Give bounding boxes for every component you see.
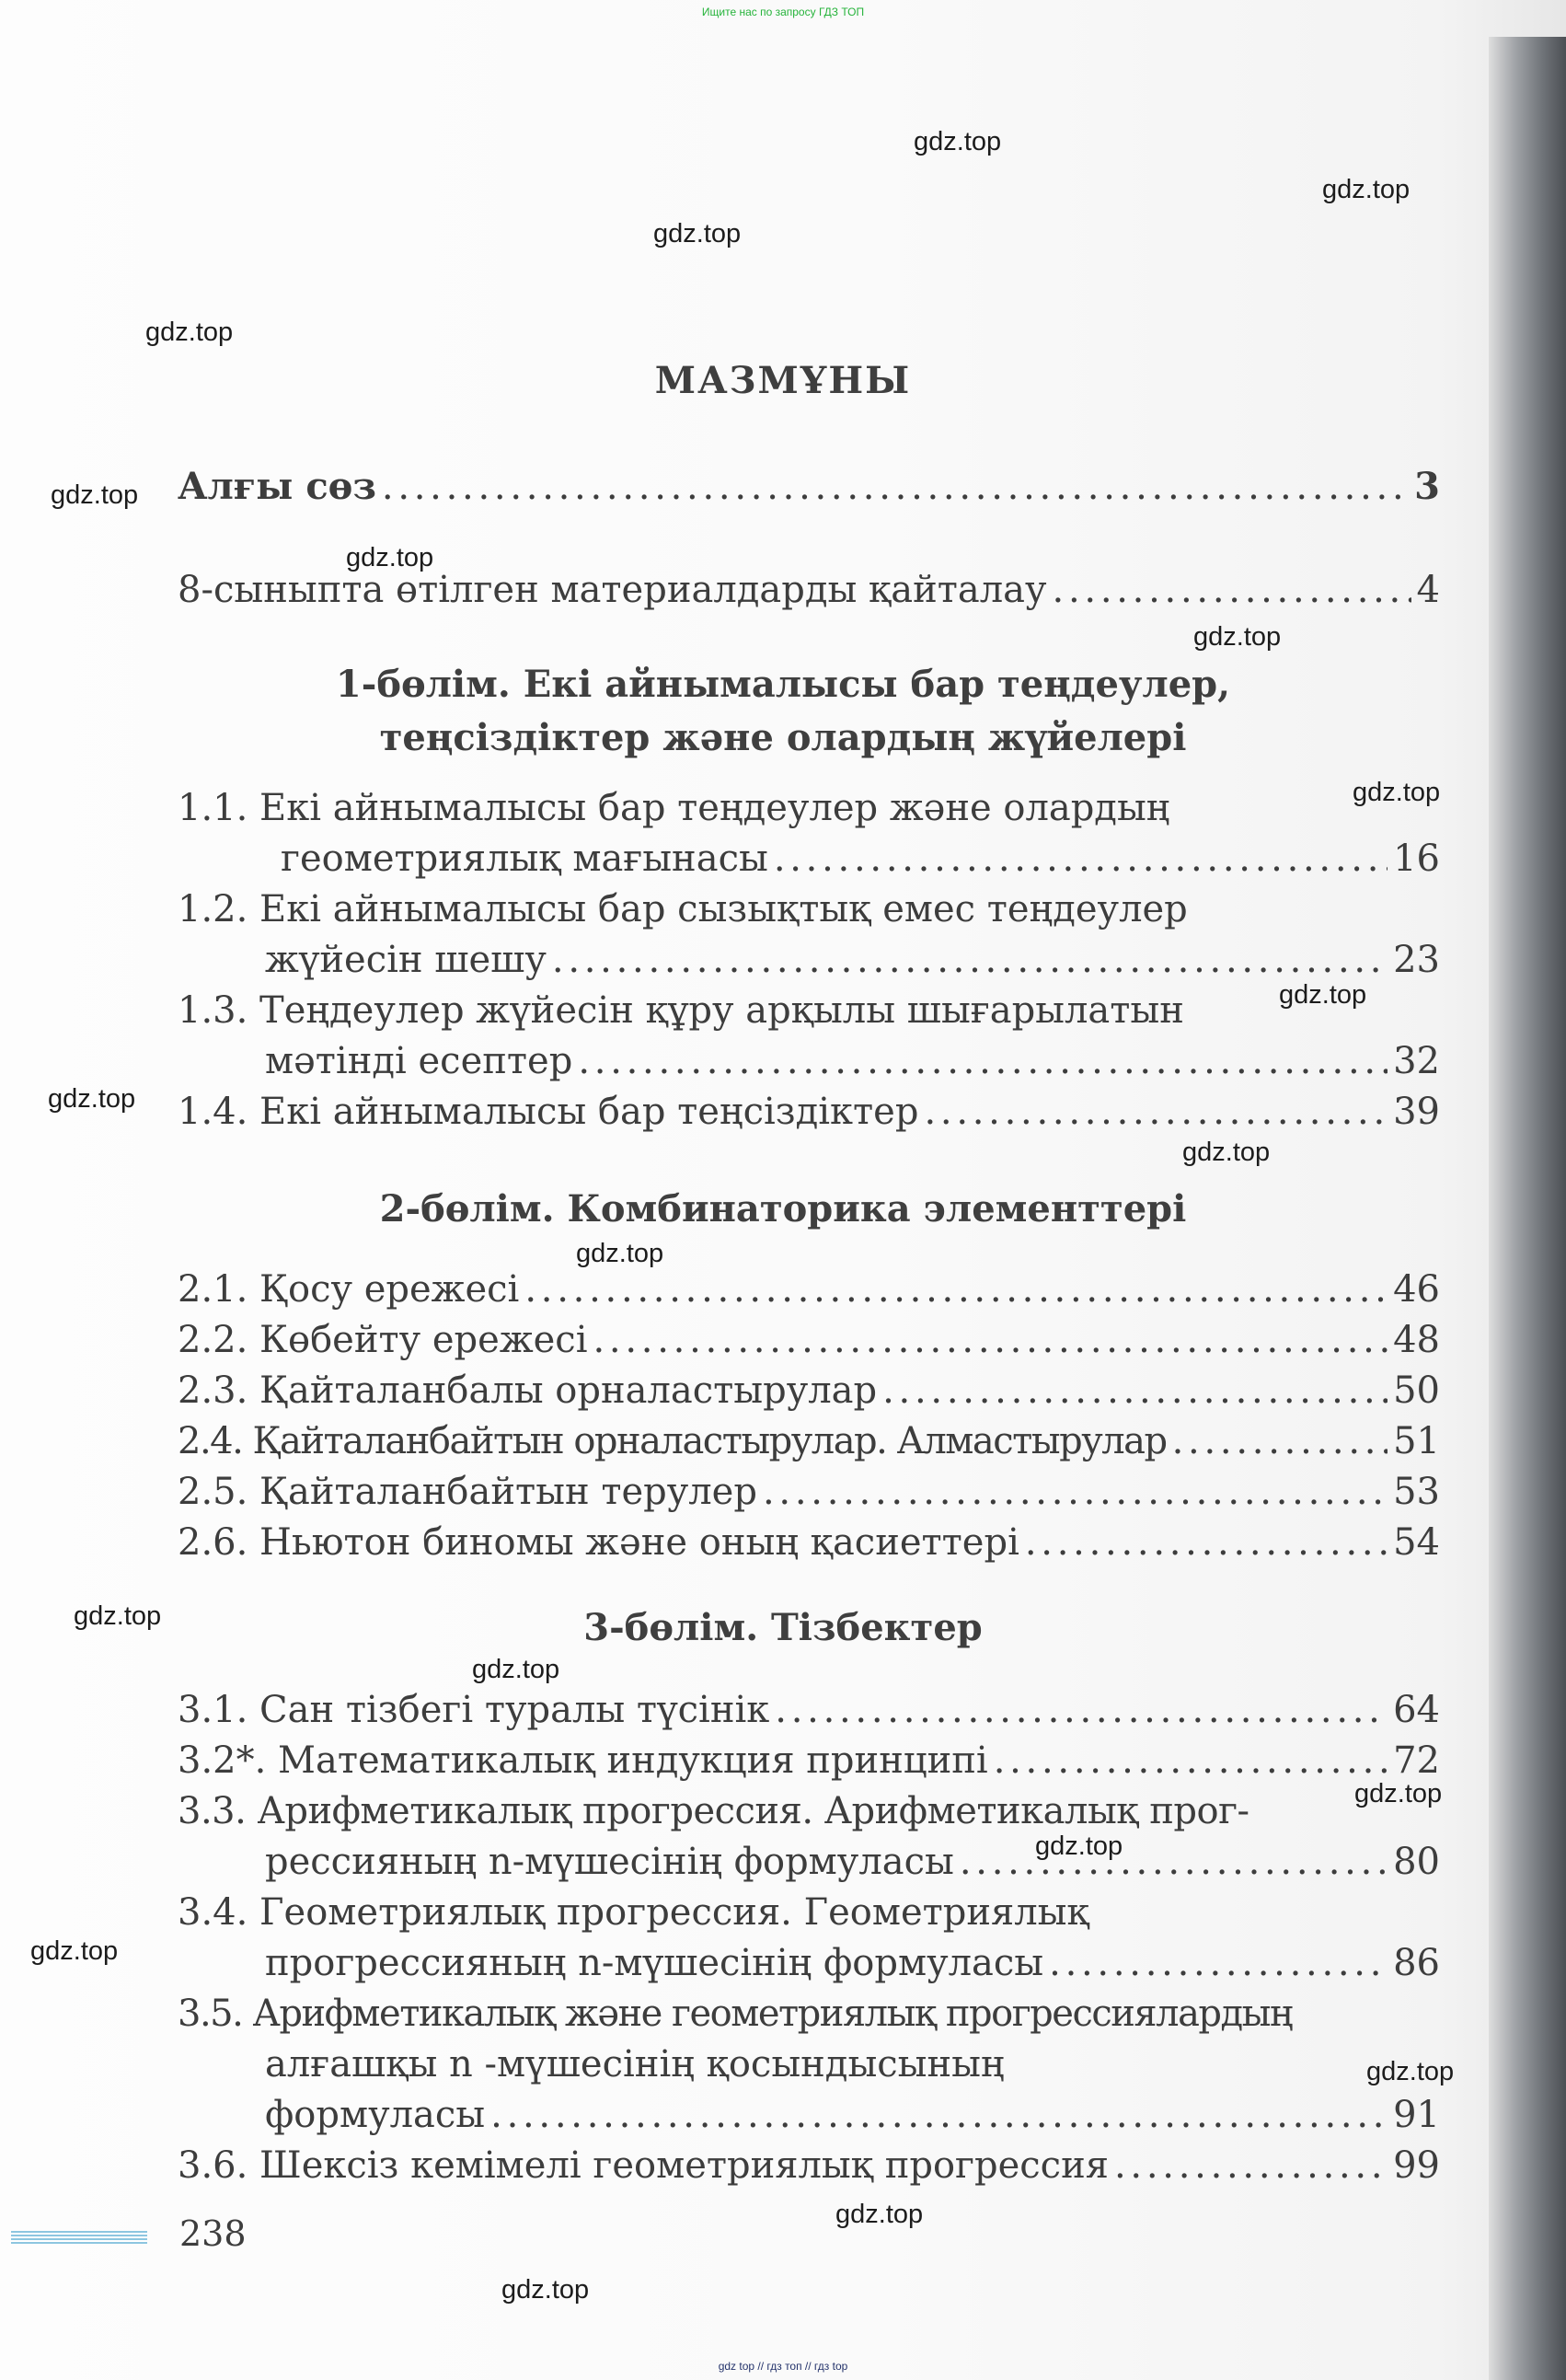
toc-entry-3-4-first-line[interactable]: 3.4. Геометриялық прогрессия. Геометриялық [178, 1891, 1089, 1934]
dot-leader [578, 1040, 1388, 1082]
page-number: 238 [179, 2213, 247, 2254]
toc-entry-page: 91 [1393, 2094, 1440, 2136]
toc-entry-3-5[interactable] [265, 2094, 1440, 2140]
section-heading-1-line-2: теңсіздіктер және олардың жүйелері [379, 716, 1187, 759]
toc-entry-label: прогрессияның n-мүшесінің формуласы [265, 1942, 1044, 1984]
toc-entry-3-6[interactable] [178, 2144, 1440, 2190]
toc-entry-page: 51 [1393, 1420, 1440, 1462]
watermark: gdz.top [1193, 622, 1282, 652]
toc-entry-3-3[interactable] [265, 1841, 1440, 1887]
dot-leader [924, 1091, 1388, 1133]
toc-entry-label: 2.6. Ньютон биномы және оның қасиеттері [178, 1521, 1019, 1564]
toc-entry-label: жүйесін шешу [265, 939, 547, 981]
dot-leader [882, 1369, 1388, 1412]
toc-entry-label: формуласы [265, 2094, 486, 2136]
watermark: gdz.top [835, 2200, 924, 2229]
toc-entry-3-5-first-line[interactable]: 3.5. Арифметикалық және геометриялық прогрессиялардың [178, 1993, 1293, 2035]
dot-leader [994, 1739, 1388, 1782]
section-heading-1-line-1: 1-бөлім. Екі айнымалысы бар теңдеулер, [335, 663, 1231, 706]
toc-entry-3-4[interactable] [265, 1942, 1440, 1988]
watermark: gdz.top [74, 1601, 162, 1631]
dot-leader [763, 1471, 1388, 1513]
section-heading-2: 2-бөлім. Комбинаторика элементтері [379, 1187, 1187, 1230]
toc-entry-page: 4 [1416, 569, 1440, 611]
page-number-stripe [11, 2231, 147, 2244]
watermark: gdz.top [48, 1084, 136, 1114]
watermark: gdz.top [1354, 1779, 1443, 1808]
dot-leader [960, 1841, 1388, 1883]
toc-entry-page: 39 [1393, 1091, 1440, 1133]
watermark: gdz.top [1366, 2057, 1455, 2086]
toc-entry-label: 2.4. Қайталанбайтын орналастырулар. Алмастырулар [178, 1420, 1167, 1462]
toc-entry-page: 86 [1393, 1942, 1440, 1984]
toc-entry-label: мәтінді есептер [265, 1040, 573, 1082]
page-title: МАЗМҰНЫ [654, 359, 912, 402]
toc-entry-label: 1.4. Екі айнымалысы бар теңсіздіктер [178, 1091, 919, 1133]
watermark: gdz.top [346, 543, 434, 572]
toc-entry-page: 54 [1393, 1521, 1440, 1564]
toc-entry-label: 8-сыныпта өтілген материалдарды қайталау [178, 569, 1047, 611]
toc-entry-page: 46 [1393, 1268, 1440, 1311]
toc-entry-preface[interactable] [178, 465, 1440, 511]
dot-leader [1114, 2144, 1388, 2187]
dot-leader [490, 2094, 1388, 2136]
toc-entry-1-1-first-line[interactable]: 1.1. Екі айнымалысы бар теңдеулер және олардың [178, 787, 1170, 829]
toc-entry-2-5[interactable] [178, 1471, 1440, 1517]
toc-entry-page: 99 [1393, 2144, 1440, 2187]
toc-entry-2-3[interactable] [178, 1369, 1440, 1415]
dot-leader [524, 1268, 1388, 1311]
toc-entry-1-1[interactable] [281, 838, 1440, 884]
watermark: gdz.top [30, 1936, 119, 1966]
watermark: gdz.top [1035, 1831, 1123, 1861]
toc-entry-label: геометриялық мағынасы [281, 838, 768, 880]
toc-entry-label: 3.1. Сан тізбегі туралы түсінік [178, 1689, 770, 1731]
toc-entry-3-1[interactable] [178, 1689, 1440, 1735]
toc-entry-review[interactable] [178, 569, 1440, 615]
toc-entry-label: Алғы сөз [178, 465, 376, 508]
dot-leader [774, 838, 1388, 880]
watermark: gdz.top [1279, 980, 1367, 1010]
dot-leader [1049, 1942, 1388, 1984]
toc-entry-page: 72 [1393, 1739, 1440, 1782]
toc-entry-2-4[interactable] [178, 1420, 1440, 1466]
toc-entry-3-5-second-line[interactable]: алғашқы n -мүшесінің қосындысының [265, 2043, 1005, 2085]
toc-entry-page: 3 [1414, 465, 1440, 508]
toc-entry-label: 2.1. Қосу ережесі [178, 1268, 520, 1311]
toc-entry-3-2[interactable] [178, 1739, 1440, 1785]
toc-entry-1-2[interactable] [265, 939, 1440, 985]
watermark: gdz.top [576, 1239, 664, 1268]
toc-entry-3-3-first-line[interactable]: 3.3. Арифметикалық прогрессия. Арифметикалық прог- [178, 1790, 1249, 1832]
watermark: gdz.top [145, 318, 234, 347]
toc-entry-page: 23 [1393, 939, 1440, 981]
toc-entry-label: 2.5. Қайталанбайтын терулер [178, 1471, 757, 1513]
dot-leader [593, 1319, 1388, 1361]
watermark: gdz.top [51, 480, 139, 510]
bottom-notice: gdz top // гдз топ // гдз top [718, 2360, 848, 2373]
toc-entry-2-6[interactable] [178, 1521, 1440, 1567]
watermark: gdz.top [472, 1655, 560, 1684]
watermark: gdz.top [501, 2275, 590, 2305]
dot-leader [1172, 1420, 1388, 1462]
toc-entry-page: 16 [1393, 838, 1440, 880]
toc-entry-page: 50 [1393, 1369, 1440, 1412]
toc-entry-page: 64 [1393, 1689, 1440, 1731]
watermark: gdz.top [653, 219, 742, 248]
dot-leader [382, 466, 1409, 508]
toc-entry-1-3[interactable] [265, 1040, 1440, 1086]
section-heading-3: 3-бөлім. Тізбектер [583, 1606, 983, 1649]
toc-entry-1-4[interactable] [178, 1091, 1440, 1137]
dot-leader [1025, 1521, 1388, 1564]
toc-entry-page: 48 [1393, 1319, 1440, 1361]
toc-entry-label: 2.2. Көбейту ережесі [178, 1319, 588, 1361]
toc-entry-page: 53 [1393, 1471, 1440, 1513]
toc-entry-label: рессияның n-мүшесінің формуласы [265, 1841, 954, 1883]
top-notice: Ищите нас по запросу ГДЗ ТОП [701, 6, 865, 18]
toc-entry-page: 32 [1393, 1040, 1440, 1082]
toc-entry-1-2-first-line[interactable]: 1.2. Екі айнымалысы бар сызықтық емес теңдеулер [178, 888, 1188, 930]
dot-leader [1053, 569, 1411, 611]
toc-entry-label: 2.3. Қайталанбалы орналастырулар [178, 1369, 878, 1412]
dot-leader [775, 1689, 1388, 1731]
toc-entry-2-2[interactable] [178, 1319, 1440, 1365]
watermark: gdz.top [1353, 778, 1441, 807]
toc-entry-label: 3.6. Шексіз кемімелі геометриялық прогрессия [178, 2144, 1109, 2187]
toc-entry-1-3-first-line[interactable]: 1.3. Теңдеулер жүйесін құру арқылы шығарылатын [178, 989, 1184, 1032]
toc-entry-2-1[interactable] [178, 1268, 1440, 1314]
toc-entry-label: 3.2*. Математикалық индукция принципі [178, 1739, 988, 1782]
watermark: gdz.top [1322, 175, 1411, 204]
toc-entry-page: 80 [1393, 1841, 1440, 1883]
dot-leader [552, 939, 1388, 981]
watermark: gdz.top [1182, 1138, 1271, 1167]
watermark: gdz.top [914, 127, 1002, 156]
